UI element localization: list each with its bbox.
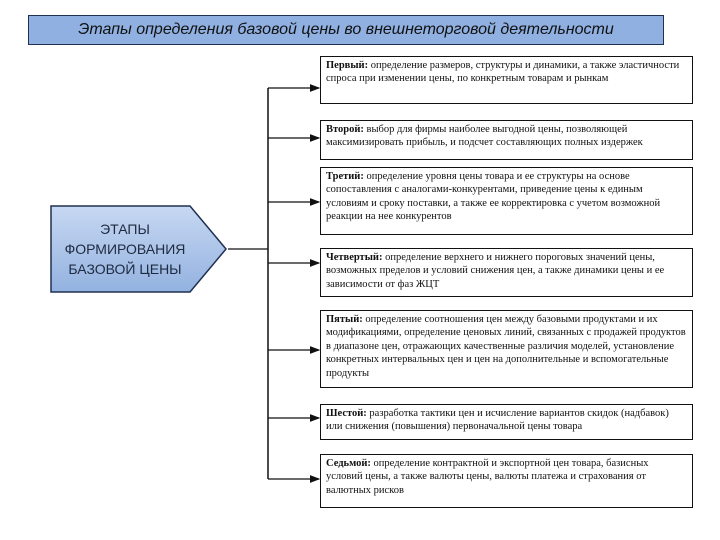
stage-box-4 bbox=[320, 248, 693, 297]
stage-label: Седьмой: bbox=[326, 458, 371, 469]
stage-label: Первый: bbox=[326, 60, 369, 71]
stage-box-5 bbox=[320, 310, 693, 388]
stage-box-7 bbox=[320, 454, 693, 508]
stage-box-2 bbox=[320, 120, 693, 160]
diagram-title-text: Этапы определения базовой цены во внешнеторговой деятельности bbox=[78, 21, 614, 38]
stage-box-1 bbox=[320, 56, 693, 104]
stage-label: Четвертый: bbox=[326, 252, 383, 263]
stage-label: Второй: bbox=[326, 124, 364, 135]
stage-label: Пятый: bbox=[326, 314, 363, 325]
stage-text: определение верхнего и нижнего пороговых значений цены, возможных пределов и условий снижения цен, а также динамики цены и ее зависимости от фаз ЖЦТ bbox=[326, 252, 665, 290]
stage-text: определение соотношения цен между базовыми продуктами и их модификациями, определение ценовых линий, связанных с продажей продуктов в диапазоне цен, отражающих качественные различия моделей, установление конкретных интервальных цен и цен на дополнительные и вспомогательные продукты bbox=[326, 314, 686, 379]
stage-text: разработка тактики цен и исчисление вариантов скидок (надбавок) или снижения (повышения) первоначальной цены товара bbox=[326, 408, 669, 433]
stage-text: определение размеров, структуры и динамики, а также эластичности спроса при изменении цены, по конкретным товарам и рынкам bbox=[326, 60, 680, 85]
stage-label: Третий: bbox=[326, 171, 364, 182]
stage-text: выбор для фирмы наиболее выгодной цены, позволяющей максимизировать прибыль, и подсчет составляющих полных издержек bbox=[326, 124, 643, 149]
main-stage-label: ЭТАПЫ ФОРМИРОВАНИЯ БАЗОВОЙ ЦЕНЫ bbox=[64, 221, 186, 277]
stage-box-3 bbox=[320, 167, 693, 235]
stage-label: Шестой: bbox=[326, 408, 367, 419]
stage-text: определение уровня цены товара и ее структуры на основе сопоставления с аналогами-конкурентами, приведение цены к единым условиям и сроку поставки, а также ее корректировка с учетом возможной реакции на нее конкурентов bbox=[326, 171, 661, 223]
stage-box-6 bbox=[320, 404, 693, 440]
stage-text: определение контрактной и экспортной цен товара, базисных условий цены, а также валюты цены, валюты платежа и страхования от валютных рисков bbox=[326, 458, 649, 496]
main-stage-block bbox=[50, 205, 228, 293]
